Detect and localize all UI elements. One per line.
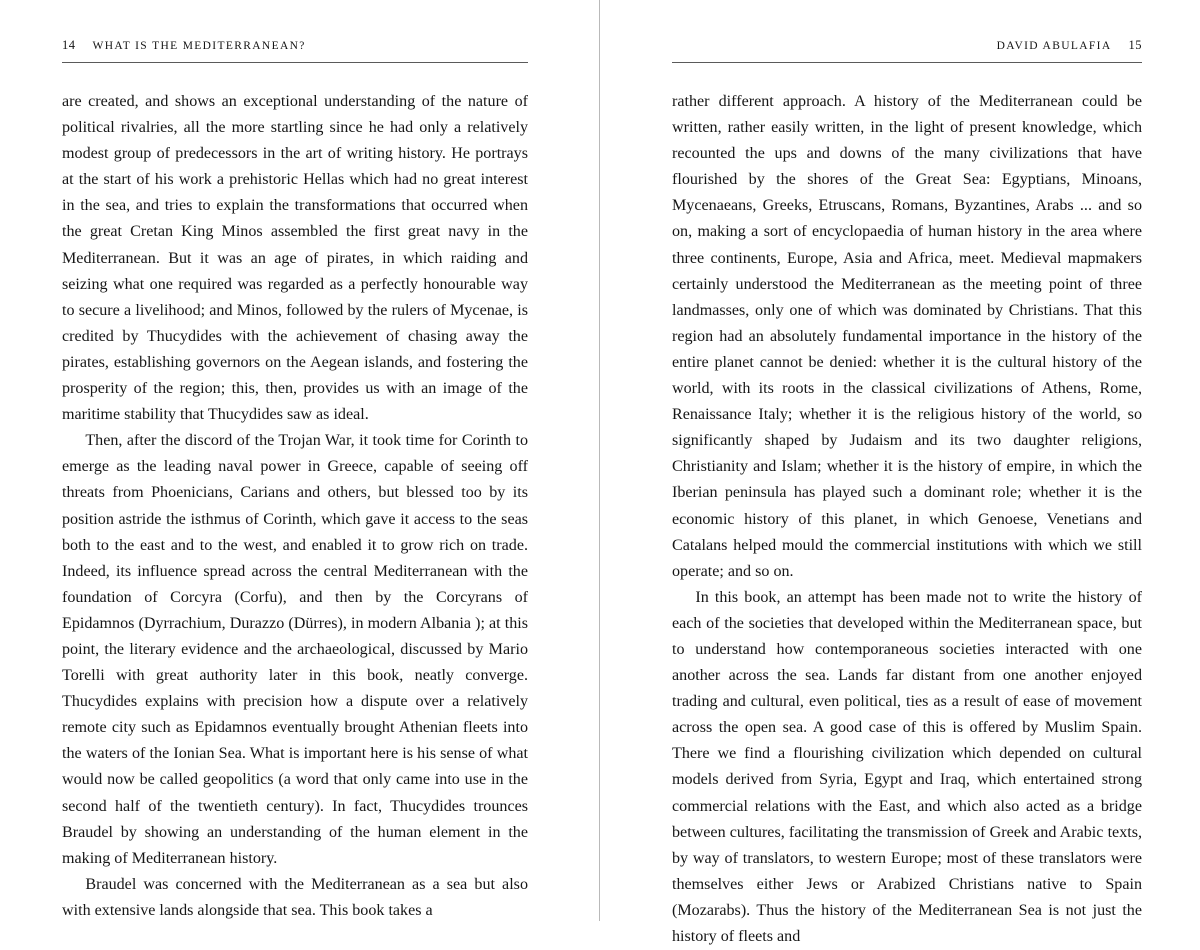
page-number-left: 14 (62, 38, 76, 52)
paragraph: In this book, an attempt has been made not to write the history of each of the societies that developed within the Mediterranean space, but to understand how contemporaneous societies interacted with one another across the sea. Lands far distant from one another enjoyed trading and cultural, even political, ties as a result of ease of movement across the open sea. A good case of this is offered by Muslim Spain. There we find a flourishing civilization which depended on cultural models derived from Syria, Egypt and Iraq, which entertained strong commercial relations with the East, and which also acted as a bridge between cultures, facilitating the transmission of Greek and Arabic texts, by way of translators, to western Europe; most of these translators were themselves either Jews or Arabized Christians native to Spain (Mozarabs). Thus the history of the Mediterranean Sea is not just the history of fleets and (672, 588, 1142, 945)
left-page (0, 0, 600, 921)
right-page (600, 0, 1200, 945)
chapter-title-left: WHAT IS THE MEDITERRANEAN? (92, 40, 306, 52)
body-text-right (672, 89, 1142, 950)
paragraph: rather different approach. A history of the Mediterranean could be written, rather easily written, in the light of present knowledge, which recounted the ups and downs of the many civilizations that have flourished by the shores of the Great Sea: Egyptians, Minoans, Mycenaeans, Greeks, Etruscans, Romans, Byzantines, Arabs ... and so on, making a sort of encyclopaedia of human history in the area where three continents, Europe, Asia and Africa, meet. Medieval mapmakers certainly understood the Mediterranean as the meeting point of three landmasses, only one of which was dominated by Christians. That this region had an absolutely fundamental importance in the history of the entire planet cannot be denied: whether it is the cultural history of the world, with its roots in the classical civilizations of Athens, Rome, Renaissance Italy; whether it is the religious history of the world, so significantly shaped by Judaism and its two daughter religions, Christianity and Islam; whether it is the history of empire, in which the Iberian peninsula has played such a dominant role; whether it is the economic history of this planet, in which Genoese, Venetians and Catalans helped mould the commercial institutions with which we still operate; and so on. (672, 93, 1142, 580)
body-text-left (62, 89, 528, 924)
paragraph: Then, after the discord of the Trojan War, it took time for Corinth to emerge as the leading naval power in Greece, capable of seeing off threats from Phoenicians, Carians and others, but blessed too by its position astride the isthmus of Corinth, which gave it access to the seas both to the east and to the west, and enabled it to grow rich on trade. Indeed, its influence spread across the central Mediterranean with the foundation of Corcyra (Corfu), and then by the Corcyrans of Epidamnos (Dyrrachium, Durazzo (Dürres), in modern Albania ); at this point, the literary evidence and the archaeological, discussed by Mario Torelli with great authority later in this book, neatly converge. Thucydides explains with precision how a dispute over a relatively remote city such as Epidamnos eventually brought Athenian fleets into the waters of the Ionian Sea. What is important here is his sense of what would now be called geopolitics (a word that only came into use in the second half of the twentieth century). In fact, Thucydides trounces Braudel by showing an understanding of the human element in the making of Mediterranean history. (62, 432, 528, 867)
page-number-right: 15 (1128, 38, 1142, 52)
running-head-right (672, 38, 1142, 63)
author-name-right: DAVID ABULAFIA (996, 40, 1112, 52)
paragraph: are created, and shows an exceptional understanding of the nature of political rivalries, all the more startling since he had only a relatively modest group of predecessors in the art of writing history. He portrays at the start of his work a prehistoric Hellas which had no great interest in the sea, and tries to explain the transformations that occurred when the great Cretan King Minos assembled the first great navy in the Mediterranean. But it was an age of pirates, in which raiding and seizing what one required was regarded as a perfectly honourable way to secure a livelihood; and Minos, followed by the rulers of Mycenae, is credited by Thucydides with the achievement of chasing away the pirates, establishing governors on the Aegean islands, and fostering the prosperity of the region; this, then, provides us with an image of the maritime stability that Thucydides saw as ideal. (62, 93, 528, 424)
paragraph: Braudel was concerned with the Mediterranean as a sea but also with extensive lands alongside that sea. This book takes a (62, 875, 528, 919)
running-head-left (62, 38, 528, 63)
